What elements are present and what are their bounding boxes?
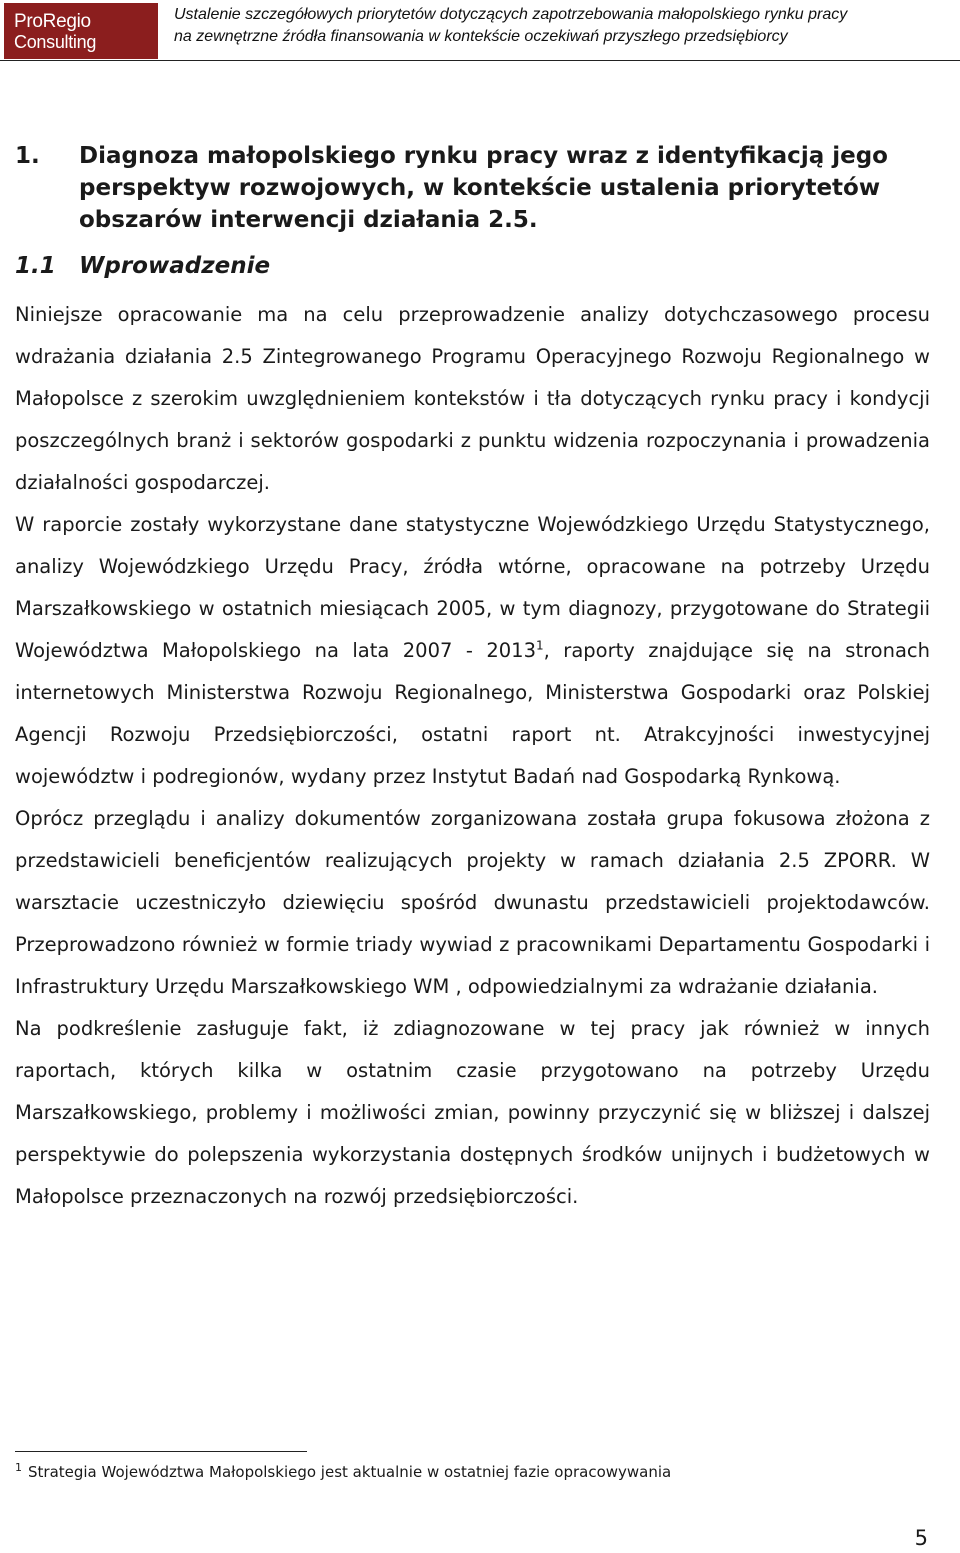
- subsection-number: 1.1: [15, 253, 56, 279]
- footnote-text: Strategia Województwa Małopolskiego jest aktualnie w ostatniej fazie opracowywania: [28, 1463, 672, 1481]
- document-running-title: [174, 4, 954, 48]
- subsection-heading: [15, 250, 930, 282]
- logo-text-consulting: Consulting: [14, 31, 97, 52]
- running-title-line-1: Ustalenie szczegółowych priorytetów dotyczących zapotrzebowania małopolskiego rynku pracy: [174, 6, 848, 23]
- proregio-logo: [4, 3, 158, 59]
- footnote-number: 1: [15, 1461, 22, 1474]
- paragraph-2: [15, 504, 930, 798]
- header-divider: [0, 60, 960, 61]
- footnote: [15, 1462, 671, 1482]
- section-number: 1.: [15, 143, 40, 169]
- page-number: 5: [914, 1526, 928, 1550]
- paragraph-1: Niniejsze opracowanie ma na celu przeprowadzenie analizy dotychczasowego procesu wdrażania działania 2.5 Zintegrowanego Programu Operacyjnego Rozwoju Regionalnego w Małopolsce z szerokim uwzględnieniem kontekstów i tła dotyczących rynku pracy i kondycji poszczególnych branż i sektorów gospodarki z punktu widzenia rozpoczynania i prowadzenia działalności gospodarczej.: [15, 303, 930, 494]
- logo-text-proregio: ProRegio: [14, 10, 91, 32]
- paragraph-2-part-2: , raporty znajdujące się na stronach internetowych Ministerstwa Rozwoju Regionalnego, Ministerstwa Gospodarki oraz Polskiej Agencji Rozwoju Przedsiębiorczości, ostatni raport nt. Atrakcyjności inwestycyjnej województw i podregionów, wydany przez Instytut Badań nad Gospodarką Rynkową.: [15, 639, 930, 788]
- subsection-title: Wprowadzenie: [79, 253, 271, 279]
- paragraph-2-part-1: W raporcie zostały wykorzystane dane statystyczne Wojewódzkiego Urzędu Statystycznego, analizy Wojewódzkiego Urzędu Pracy, źródła wtórne, opracowane na potrzeby Urzędu Marszałkowskiego w ostatnich miesiącach 2005, w tym diagnozy, przygotowane do Strategii Województwa Małopolskiego na lata 2007 - 2013: [15, 513, 930, 662]
- page-content: [15, 140, 930, 1218]
- paragraph-3: Oprócz przeglądu i analizy dokumentów zorganizowana została grupa fokusowa złożona z przedstawicieli beneficjentów realizujących projekty w ramach działania 2.5 ZPORR. W warsztacie uczestniczyło dziewięciu spośród dwunastu przedstawicieli projektodawców. Przeprowadzono również w formie triady wywiad z pracownikami Departamentu Gospodarki i Infrastruktury Urzędu Marszałkowskiego WM , odpowiedzialnymi za wdrażanie działania.: [15, 807, 930, 998]
- running-title-line-2: na zewnętrzne źródła finansowania w kontekście oczekiwań przyszłego przedsiębiorcy: [174, 28, 788, 45]
- section-heading: [15, 140, 930, 236]
- section-title: Diagnoza małopolskiego rynku pracy wraz z identyfikacją jego perspektyw rozwojowych, w kontekście ustalenia priorytetów obszarów interwencji działania 2.5.: [79, 143, 888, 233]
- footnote-divider: [15, 1451, 307, 1452]
- paragraph-4: Na podkreślenie zasługuje fakt, iż zdiagnozowane w tej pracy jak również w innych raportach, których kilka w ostatnim czasie przygotowano na potrzeby Urzędu Marszałkowskiego, problemy i możliwości zmian, powinny przyczynić się w bliższej i dalszej perspektywie do polepszenia wykorzystania dostępnych środków unijnych i budżetowych w Małopolsce przeznaczonych na rozwój przedsiębiorczości.: [15, 1017, 930, 1208]
- footnote-reference: 1: [536, 638, 544, 653]
- page-header: [0, 0, 960, 62]
